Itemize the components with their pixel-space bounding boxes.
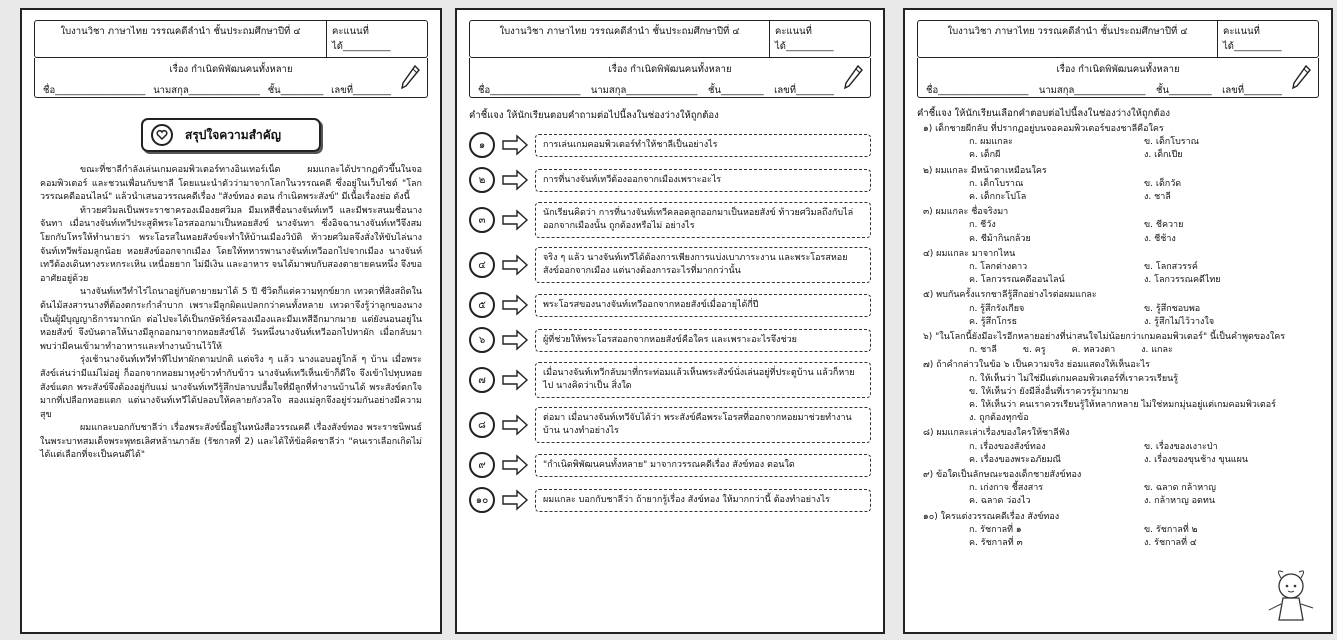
arrow-right-icon xyxy=(501,294,529,316)
mc-option[interactable]: ค. เรื่องของพระอภัยมณี xyxy=(969,454,1061,465)
mc-option[interactable]: ค. รัชกาลที่ ๓ xyxy=(969,538,1023,549)
mc-option[interactable]: ค. เด็กกะโปโล xyxy=(969,192,1027,203)
multiple-choice-list xyxy=(917,123,1319,550)
mc-option[interactable]: ง. เรื่องของขุนช้าง ขุนแผน xyxy=(1144,454,1249,465)
mc-question-text: ๓) ผมแกละ ชื่อจริงมา xyxy=(923,207,1009,218)
mc-option[interactable]: ก. รู้สึกรังเกียจ xyxy=(969,303,1025,314)
mc-option[interactable]: ง. ชีช้าง xyxy=(1144,233,1176,244)
mc-option[interactable]: ข. โลกสวรรค์ xyxy=(1144,262,1198,273)
topic-label: เรื่อง กำเนิดพิพัฒนคนทั้งหลาย xyxy=(169,64,293,75)
mc-option[interactable]: ก. ชาลี xyxy=(969,345,997,356)
arrow-right-icon xyxy=(501,134,529,156)
mc-option[interactable]: ง. แกละ xyxy=(1141,345,1173,356)
question-text: ต่อมา เมื่อนางจันท์เทวีจับได้ว่า พระสังข์คือพระโอรสที่ออกจากหอยมาช่วยทำงานบ้าน นางทำอย่างไร xyxy=(535,407,871,443)
mc-question-text: ๒) ผมแกละ มีหน้าตาเหมือนใคร xyxy=(923,165,1047,176)
mc-question-text: ๗) ถ้าคำกล่าวในข้อ ๖ เป็นความจริง ย่อมแสดงให้เห็นอะไร xyxy=(923,360,1150,371)
mc-question-text: ๖) "ในโลกนี้ยังมีอะไรอีกหลายอย่างที่น่าสนใจไม่น้อยกว่าเกมคอมพิวเตอร์" นี้เป็นคำพูดของใคร xyxy=(923,332,1286,343)
question-text: พระโอรสของนางจันท์เทวีออกจากหอยสังข์เมื่ออายุได้กี่ปี xyxy=(535,294,871,317)
worksheet-page-multiple-choice xyxy=(903,8,1333,634)
summary-paragraph: รุ่งเช้านางจันท์เทวีทำทีไปหาผักตามปกติ แต่จริง ๆ แล้ว นางแอบอยู่ใกล้ ๆ บ้าน เมื่อพระสังข์เล่นว่ามีแม่ไม่อยู่ ก็ออกจากหอยมาหุงข้าวทำกับข้าว นางจันท์เทวีเห็นเข้าก็ดีใจ จึงเข้าไปทุบหอยสังข์แตก พระสังข์จึงต้องอยู่กับแม่ นางจันท์เทวีรู้สึกปลาบปลื้มใจที่มีลูกที่ทำงานบ้านได้ พระสังข์ตกใจมากที่เปลือกหอยแตก แต่นางจันท์เทวีได้ปลอบให้คลายกังวลใจ สองแม่ลูกจึงอยู่ร่วมกันอย่างมีความสุข xyxy=(40,355,422,420)
mc-option[interactable]: ค. หลวงตา xyxy=(1071,345,1116,356)
mc-option[interactable]: ก. เรื่องของสังข์ทอง xyxy=(969,441,1046,452)
question-text: "กำเนิดพิพัฒนคนทั้งหลาย" มาจากวรรณคดีเรื่อง สังข์ทอง ตอนใด xyxy=(535,454,871,477)
header-bar xyxy=(469,20,871,58)
arrow-right-icon xyxy=(501,489,529,511)
number-field: เลขที่________ xyxy=(331,85,391,96)
question-text: ผมแกละ บอกกับชาลีว่า ถ้ายากรู้เรื่อง สังข์ทอง ให้มากกว่านี้ ต้องทำอย่างไร xyxy=(535,489,871,512)
question-number: ๑ xyxy=(469,132,495,158)
header-bar xyxy=(917,20,1319,58)
arrow-right-icon xyxy=(501,169,529,191)
mc-question-text: ๑๐) ใครแต่งวรรณคดีเรื่อง สังข์ทอง xyxy=(923,511,1060,522)
question-number: ๔ xyxy=(469,252,495,278)
number-field: เลขที่________ xyxy=(774,85,834,96)
mc-option[interactable]: ข. ฉลาด กล้าหาญ xyxy=(1144,483,1216,494)
arrow-right-icon xyxy=(501,454,529,476)
mc-option[interactable]: ก. ชีวัง xyxy=(969,220,996,231)
instruction-text: คำชี้แจง ให้นักเรียนตอบคำถามต่อไปนี้ลงในช่องว่างให้ถูกต้อง xyxy=(469,110,719,121)
mc-option[interactable]: ก. โลกต่างดาว xyxy=(969,262,1028,273)
mc-question xyxy=(917,359,1319,425)
pencil-icon xyxy=(1290,64,1312,92)
question-number: ๓ xyxy=(469,207,495,233)
mc-question xyxy=(917,289,1319,329)
arrow-right-icon xyxy=(501,329,529,351)
mc-question xyxy=(917,469,1319,509)
mc-question xyxy=(917,331,1319,357)
mc-option[interactable]: ข. ชีควาย xyxy=(1144,220,1184,231)
mc-option[interactable]: ก. ให้เห็นว่า ไม่ใช่มีแต่เกมคอมพิวเตอร์ที่เราควรเรียนรู้ xyxy=(969,373,1179,384)
instruction-text: คำชี้แจง ให้นักเรียนเลือกคำตอบต่อไปนี้ลงในช่องว่างให้ถูกต้อง xyxy=(917,108,1170,119)
arrow-right-icon xyxy=(501,414,529,436)
class-field: ชั้น_________ xyxy=(708,85,764,96)
question-row xyxy=(469,167,871,193)
mc-question-text: ๑) เด็กชายผีกลับ ที่ปรากฏอยู่บนจอคอมพิวเตอร์ของชาลีคือใคร xyxy=(923,124,1164,134)
mc-option[interactable]: ง. รู้สึกไม่ไว้วางใจ xyxy=(1144,316,1215,327)
mc-option[interactable]: ข. ครู xyxy=(1022,345,1046,356)
score-label: คะแนนที่ได้__________ xyxy=(1223,26,1282,52)
worksheet-page-summary xyxy=(20,8,442,634)
question-text: การที่นางจันท์เทวีต้องออกจากเมืองเพราะอะไร xyxy=(535,169,871,192)
mc-option[interactable]: ค. ฉลาด ว่องไว xyxy=(969,496,1031,507)
question-row xyxy=(469,487,871,513)
mc-option[interactable]: ก. ผมแกละ xyxy=(969,137,1013,148)
question-row xyxy=(469,362,871,398)
arrow-right-icon xyxy=(501,369,529,391)
child-illustration-icon xyxy=(1261,564,1321,626)
mc-question-text: ๘) ผมแกละเล่าเรื่องของใครให้ชาลีฟัง xyxy=(923,428,1070,439)
mc-question xyxy=(917,511,1319,551)
pencil-icon xyxy=(399,64,421,92)
question-number: ๖ xyxy=(469,327,495,353)
question-number: ๘ xyxy=(469,412,495,438)
topic-label: เรื่อง กำเนิดพิพัฒนคนทั้งหลาย xyxy=(608,64,732,75)
mc-option[interactable]: ข. รู้สึกชอบพอ xyxy=(1144,303,1201,314)
header-bar xyxy=(34,20,428,58)
subject-label: ใบงานวิชา ภาษาไทย วรรณคดีลำนำ ชั้นประถมศึกษาปีที่ ๔ xyxy=(35,21,327,57)
question-row xyxy=(469,452,871,478)
question-text: จริง ๆ แล้ว นางจันท์เทวีได้ต้องการเพียงการแบ่งเบาภาระงาน และพระโอรสหอยสังข์ออกจากเมือง แต่นางต้องการอะไรที่มากกว่านั้น xyxy=(535,247,871,283)
question-text: การเล่นเกมคอมพิวเตอร์ทำให้ชาลีเป็นอย่างไร xyxy=(535,134,871,157)
arrow-right-icon xyxy=(501,254,529,276)
question-row xyxy=(469,202,871,238)
mc-option[interactable]: ก. รัชกาลที่ ๑ xyxy=(969,524,1022,535)
summary-paragraph: ผมแกละบอกกับชาลีว่า เรื่องพระสังข์นี้อยู่ในหนังสือวรรณคดี เรื่องสังข์ทอง พระราชนิพนธ์ในพระบาทสมเด็จพระพุทธเลิศหล้านภาลัย (รัชกาลที่ 2) และได้ให้ข้อคิดชาลีว่า "คนเราเลือกเกิดไม่ได้แต่เลือกที่จะเป็นคนดีได้" xyxy=(40,423,422,461)
summary-paragraph: ท้าวยศวิมลเป็นพระราชาครองเมืองยศวิมล มีมเหสีชื่อนางจันท์เทวี และมีพระสนมชื่อนางจันทา เมื่อนางจันท์เทวีประสูติพระโอรสออกมาเป็นหอยสังข์ นางจันทา ซึ่งอิจฉานางจันท์เทวีจึงสมโยกกับโหรให้ทำนายว่า พระโอรสในหอยสังข์จะทำให้บ้านเมืองวิบัติ ท้าวยศวิมลจึงสั่งให้ขับไล่นางจันท์เทวีพร้อมลูกน้อย หอยสังข์ออกจากเมือง โดยให้ทหารพานางจันท์เทวีออกไปจากเมือง นางจันท์เทวีต้องเดินทางระหกระเหิน เหนื่อยยาก ไม่มีเงิน และอาหาร จนได้มาพบกับสองตายายคนหนึ่ง จึงขออาศัยอยู่ด้วย xyxy=(40,205,422,284)
question-number: ๗ xyxy=(469,367,495,393)
mc-option[interactable]: ข. เด็กวัด xyxy=(1144,178,1182,189)
question-number: ๒ xyxy=(469,167,495,193)
summary-title: สรุปใจความสำคัญ xyxy=(185,127,282,142)
mc-option[interactable]: ง. ถูกต้องทุกข้อ xyxy=(969,413,1029,424)
question-number: ๑๐ xyxy=(469,487,495,513)
mc-option[interactable]: ข. รัชกาลที่ ๒ xyxy=(1144,524,1198,535)
worksheet-page-short-answer xyxy=(455,8,885,634)
mc-option[interactable]: ค. โลกวรรณคดีออนไลน์ xyxy=(969,275,1065,286)
mc-question-text: ๙) ข้อใดเป็นลักษณะของเด็กชายสังข์ทอง xyxy=(923,470,1082,481)
mc-option[interactable]: ง. รัชกาลที่ ๔ xyxy=(1144,538,1197,549)
student-info xyxy=(469,58,871,98)
question-number: ๕ xyxy=(469,292,495,318)
mc-option[interactable]: ค. เด็กผี xyxy=(969,150,1001,161)
question-row xyxy=(469,407,871,443)
subject-label: ใบงานวิชา ภาษาไทย วรรณคดีลำนำ ชั้นประถมศึกษาปีที่ ๔ xyxy=(918,21,1218,57)
class-field: ชั้น_________ xyxy=(1156,85,1212,96)
mc-option[interactable]: ง. ชาลี xyxy=(1144,192,1171,203)
mc-question-text: ๕) พบกันครั้งแรกชาลีรู้สึกอย่างไรต่อผมแกละ xyxy=(923,290,1097,301)
arrow-right-icon xyxy=(501,209,529,231)
mc-option[interactable]: ง. เด็กเปีย xyxy=(1144,150,1183,161)
mc-option[interactable]: ง. กล้าหาญ อดทน xyxy=(1144,496,1215,507)
summary-paragraph: ขณะที่ชาลีกำลังเล่นเกมคอมพิวเตอร์ทางอินเทอร์เน็ต ผมแกละได้ปรากฏตัวขึ้นในจอคอมพิวเตอร์ และชวนเพื่อนกับชาลี โดยแนะนำตัวว่ามาจากโลกในวรรณคดี ซึ่งอยู่ในเว็บไซต์ "โลกวรรณคดีออนไลน์" แล้วนำเสนอวรรณคดีเรื่อง "สังข์ทอง ตอน กำเนิดพระสังข์" มีเนื้อเรื่องย่อ ดังนี้ xyxy=(40,165,422,203)
student-info xyxy=(34,58,428,98)
question-number: ๙ xyxy=(469,452,495,478)
question-row xyxy=(469,292,871,318)
question-row xyxy=(469,247,871,283)
pencil-icon xyxy=(842,64,864,92)
mc-question xyxy=(917,206,1319,246)
mc-option[interactable]: ก. เก่งกาจ ชี้สงสาร xyxy=(969,483,1044,494)
question-text: เมื่อนางจันท์เทวีกลับมาที่กระท่อมแล้วเห็นพระสังข์นั่งเล่นอยู่ที่ประตูบ้าน แล้วก็หายไป นางคิดว่าเป็น สิ่งใด xyxy=(535,362,871,398)
topic-label: เรื่อง กำเนิดพิพัฒนคนทั้งหลาย xyxy=(1056,64,1180,75)
subject-label: ใบงานวิชา ภาษาไทย วรรณคดีลำนำ ชั้นประถมศึกษาปีที่ ๔ xyxy=(470,21,770,57)
question-list xyxy=(469,132,871,513)
student-info xyxy=(917,58,1319,98)
name-field: ชื่อ___________________ xyxy=(43,85,146,96)
number-field: เลขที่________ xyxy=(1222,85,1282,96)
mc-option[interactable]: ก. เด็กโบราณ xyxy=(969,178,1024,189)
mc-question xyxy=(917,248,1319,288)
summary-paragraph: นางจันท์เทวีทำไร่ไถนาอยู่กับตายายมาได้ 5 ปี ชีวิตก็แต่ความทุกข์ยาก เทวดาที่สิงสถิตในต้นไม้สงสารนางที่ต้องตกระกำลำบาก เพราะมีลูกผิดแปลกกว่าคนทั้งหลาย เทวดาจึงรู้ว่าลูกของนางเป็นผู้มีบุญญาธิการมากนัก ต่อไปจะได้เป็นกษัตริย์ครองเมืองและมีมเหสีอีกมากมาย แต่ยังนอนอยู่ในหอยสังข์ จึงบันดาลให้นางมีลูกออกมาจากหอยสังข์ได้ วันหนึ่งนางจันท์เทวีออกไปหาผัก เมื่อกลับมาพบว่ามีคนเข้ามาทำอาหารและทำงานบ้านไว้ให้ xyxy=(40,287,422,352)
question-row xyxy=(469,327,871,353)
surname-field: นามสกุล_______________ xyxy=(153,85,260,96)
mc-option[interactable]: ข. เด็กโบราณ xyxy=(1144,137,1200,148)
mc-option[interactable]: ข. เรื่องของเงาะป่า xyxy=(1144,441,1218,452)
question-text: ผู้ที่ช่วยให้พระโอรสออกจากหอยสังข์คือใคร และเพราะอะไรจึงช่วย xyxy=(535,329,871,352)
name-field: ชื่อ___________________ xyxy=(926,85,1029,96)
mc-question xyxy=(917,165,1319,205)
name-field: ชื่อ___________________ xyxy=(478,85,581,96)
question-text: นักเรียนคิดว่า การที่นางจันท์เทวีคลอดลูกออกมาเป็นหอยสังข์ ท้าวยศวิมลถึงกับไล่ออกจากเมืองนั้น ถูกต้องหรือไม่ อย่างไร xyxy=(535,202,871,238)
mc-option[interactable]: ง. โลกวรรณคดีไทย xyxy=(1144,275,1221,286)
heart-icon xyxy=(151,124,173,146)
mc-question xyxy=(917,123,1319,163)
summary-title-box xyxy=(141,118,321,152)
mc-option[interactable]: ข. ให้เห็นว่า ยังมีสิ่งอื่นที่เราควรรู้มากมาย xyxy=(969,386,1129,397)
mc-option[interactable]: ค. รู้สึกโกรธ xyxy=(969,316,1018,327)
mc-option[interactable]: ค. ชีม้ากินกล้วย xyxy=(969,233,1031,244)
mc-question xyxy=(917,427,1319,467)
score-label: คะแนนที่ได้__________ xyxy=(775,26,834,52)
mc-option[interactable]: ค. ให้เห็นว่า คนเราควรเรียนรู้ให้หลากหลาย ไม่ใช่หมกมุ่นอยู่แต่เกมคอมพิวเตอร์ xyxy=(969,400,1276,411)
mc-question-text: ๔) ผมแกละ มาจากไหน xyxy=(923,248,1016,259)
surname-field: นามสกุล_______________ xyxy=(1038,85,1146,96)
surname-field: นามสกุล_______________ xyxy=(590,85,698,96)
score-label: คะแนนที่ได้__________ xyxy=(332,26,391,52)
class-field: ชั้น_________ xyxy=(267,85,324,96)
question-row xyxy=(469,132,871,158)
